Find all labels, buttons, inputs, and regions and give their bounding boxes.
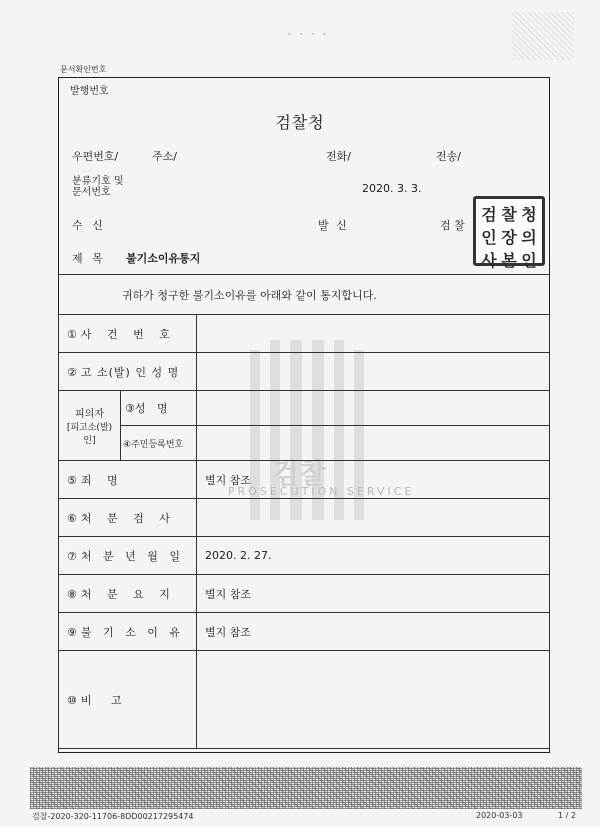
postal-code-label: 우편번호/ bbox=[72, 150, 119, 163]
agency-title: 검찰청 bbox=[275, 113, 325, 132]
disposition-summary-label: ⑧ 처 분 요 지 bbox=[59, 575, 197, 613]
intro-text: 귀하가 청구한 불기소이유를 아래와 같이 통지합니다. bbox=[122, 289, 377, 302]
case-no-label: ① 사 건 번 호 bbox=[59, 315, 197, 353]
table-row bbox=[59, 353, 550, 391]
footer-date: 2020-03-03 bbox=[476, 811, 523, 820]
disposition-date-value: 2020. 2. 27. bbox=[197, 537, 550, 575]
suspect-rrn-label: ④주민등록번호 bbox=[121, 426, 197, 461]
footer-doc-id: 검찰-2020-320-11706-8DD00217295474 bbox=[32, 812, 194, 821]
issue-date: 2020. 3. 3. bbox=[362, 182, 422, 195]
subject-value: 불기소이유통지 bbox=[126, 252, 201, 265]
top-mark: · · · · bbox=[288, 30, 330, 40]
table-row bbox=[59, 613, 550, 651]
table-row bbox=[59, 575, 550, 613]
sender-label: 발 신 bbox=[318, 219, 349, 232]
fax-label: 전송/ bbox=[436, 150, 461, 163]
complainant-label: ② 고 소(발) 인 성 명 bbox=[59, 353, 197, 391]
suspect-rrn-value bbox=[197, 426, 550, 461]
remarks-label: ⑩ 비 고 bbox=[59, 651, 197, 749]
phone-label: 전화/ bbox=[326, 150, 351, 163]
non-indictment-reason-label: ⑨ 불 기 소 이 유 bbox=[59, 613, 197, 651]
table-row bbox=[59, 651, 550, 749]
table-row bbox=[59, 461, 550, 499]
notice-table bbox=[58, 314, 550, 749]
table-row bbox=[59, 315, 550, 353]
suspect-group-label: 피의자 [피고소(발)인] bbox=[59, 391, 121, 461]
classification-label: 분류기호 및 문서번호 bbox=[72, 176, 124, 198]
prosecutor-value bbox=[197, 499, 550, 537]
security-pattern bbox=[30, 767, 582, 809]
issue-no-label: 발행번호 bbox=[70, 86, 109, 97]
charge-value: 별지 참조 bbox=[197, 461, 550, 499]
remarks-value bbox=[197, 651, 550, 749]
prosecutor-label: ⑥ 처 분 검 사 bbox=[59, 499, 197, 537]
recipient-label: 수 신 bbox=[72, 219, 106, 232]
complainant-value bbox=[197, 353, 550, 391]
footer-page: 1 / 2 bbox=[558, 811, 576, 820]
case-no-value bbox=[197, 315, 550, 353]
watermark-text: PROSECUTION SERVICE bbox=[228, 485, 415, 498]
official-seal: 검 찰 청 인 장 의 사 본 인 bbox=[473, 196, 545, 266]
address-label: 주소/ bbox=[152, 150, 177, 163]
sender-value: 검 찰 bbox=[440, 219, 465, 232]
disposition-summary-value: 별지 참조 bbox=[197, 575, 550, 613]
subject-label: 제 목 bbox=[72, 252, 106, 265]
table-row bbox=[59, 391, 550, 426]
corner-stamp bbox=[512, 12, 574, 60]
subject-divider bbox=[58, 274, 550, 275]
watermark-big: 검찰 bbox=[272, 457, 327, 490]
disposition-date-label: ⑦ 처 분 년 월 일 bbox=[59, 537, 197, 575]
table-row bbox=[59, 537, 550, 575]
doc-check-no-label: 문서확인번호 bbox=[60, 65, 107, 74]
suspect-name-value bbox=[197, 391, 550, 426]
table-row bbox=[59, 499, 550, 537]
table-row bbox=[59, 426, 550, 461]
non-indictment-reason-value: 별지 참조 bbox=[197, 613, 550, 651]
charge-label: ⑤ 죄 명 bbox=[59, 461, 197, 499]
suspect-name-label: ③성 명 bbox=[121, 391, 197, 426]
